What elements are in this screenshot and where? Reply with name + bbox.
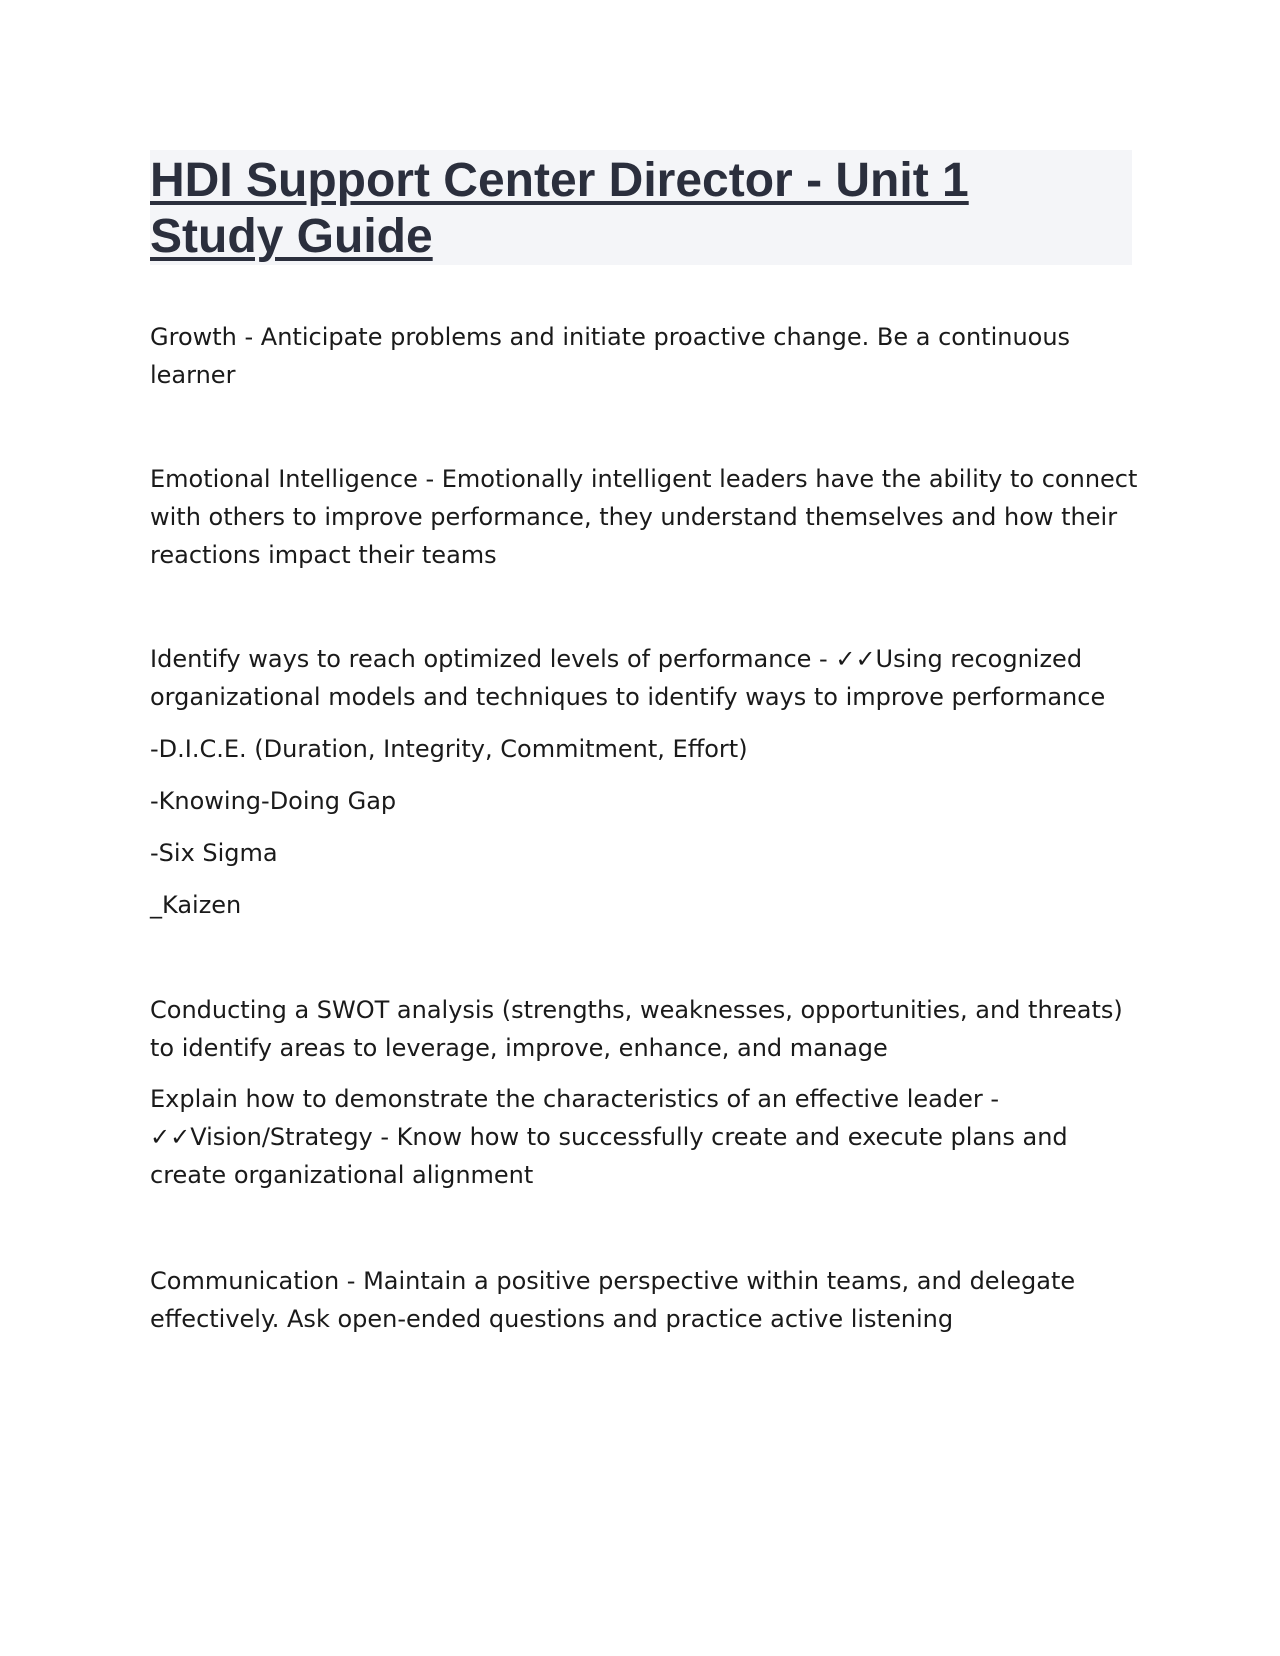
paragraph-emotional-intelligence: Emotional Intelligence - Emotionally intelligent leaders have the ability to connect with others to improve performance, they understand themselves and how their reactions impact their teams	[150, 465, 1138, 569]
leader-prefix: Explain how to demonstrate the characteristics of an effective leader -	[150, 1085, 999, 1113]
list-item-kaizen: _Kaizen	[150, 891, 242, 919]
check-icon: ✓✓	[150, 1123, 191, 1151]
paragraph-growth: Growth - Anticipate problems and initiate proactive change. Be a continuous learner	[150, 323, 1071, 389]
paragraph-communication: Communication - Maintain a positive perspective within teams, and delegate effectively. Ask open-ended questions and practice active listening	[150, 1267, 1076, 1333]
leader-rest: Vision/Strategy - Know how to successfully create and execute plans and create organizational alignment	[150, 1123, 1068, 1189]
title-block	[150, 150, 1132, 265]
paragraph-swot: Conducting a SWOT analysis (strengths, weaknesses, opportunities, and threats) to identify areas to leverage, improve, enhance, and manage	[150, 996, 1123, 1062]
identify-rest: Using recognized organizational models and techniques to identify ways to improve performance	[150, 645, 1106, 711]
page-title: HDI Support Center Director - Unit 1 Study Guide	[150, 154, 969, 263]
check-icon: ✓✓	[835, 645, 876, 673]
list-item-six-sigma: -Six Sigma	[150, 839, 278, 867]
list-item-knowing-doing-gap: -Knowing-Doing Gap	[150, 787, 397, 815]
paragraph-identify-performance	[150, 640, 1140, 716]
paragraph-effective-leader	[150, 1080, 1140, 1194]
identify-prefix: Identify ways to reach optimized levels of performance -	[150, 645, 836, 673]
list-item-dice: -D.I.C.E. (Duration, Integrity, Commitment, Effort)	[150, 735, 748, 763]
